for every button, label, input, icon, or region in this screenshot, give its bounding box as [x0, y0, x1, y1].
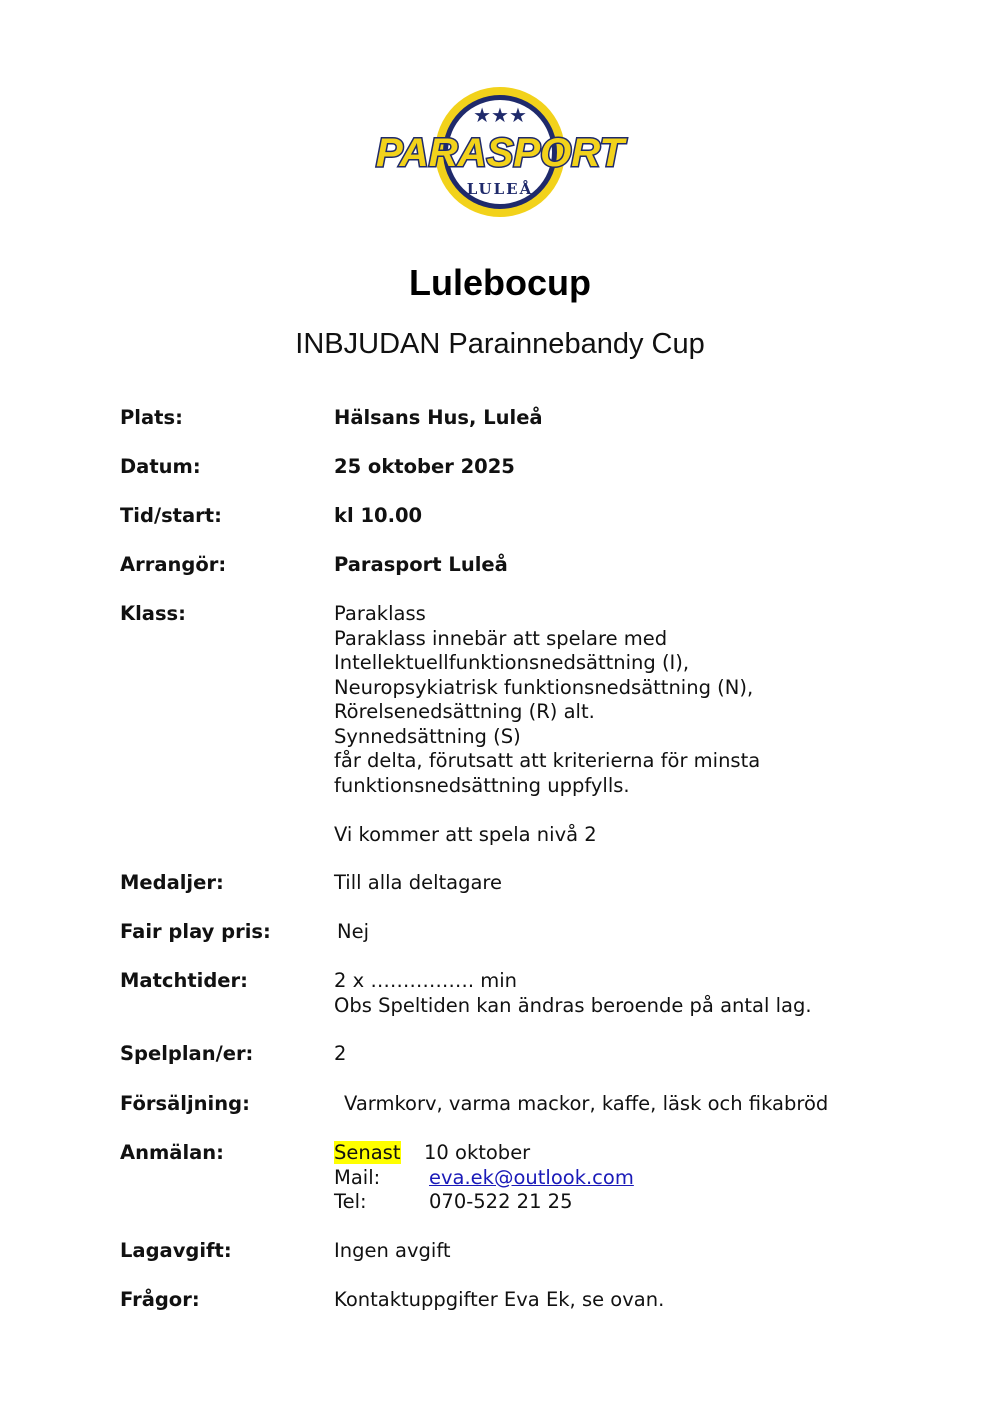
klass-label: Klass:: [120, 602, 186, 625]
lagavgift-value: Ingen avgift: [334, 1239, 451, 1262]
medaljer-label: Medaljer:: [120, 871, 224, 894]
mail-label: Mail:: [334, 1165, 381, 1189]
logo-wordmark: PARASPORT: [376, 131, 628, 175]
matchtider-label: Matchtider:: [120, 969, 248, 992]
senast-value: 10 oktober: [424, 1141, 531, 1164]
forsaljning-label: Försäljning:: [120, 1092, 250, 1115]
spelplan-value: 2: [334, 1042, 347, 1065]
datum-label: Datum:: [120, 455, 201, 478]
medaljer-value: Till alla deltagare: [334, 871, 502, 894]
spelplan-label: Spelplan/er:: [120, 1042, 254, 1065]
klass-line: Paraklass: [334, 602, 426, 625]
klass-line: funktionsnedsättning uppfylls.: [334, 773, 630, 797]
plats-value: Hälsans Hus, Luleå: [334, 406, 543, 429]
parasport-logo: [370, 84, 630, 220]
page-title: Lulebocup: [409, 262, 591, 303]
klass-note: Vi kommer att spela nivå 2: [334, 822, 597, 846]
klass-value: [334, 602, 760, 847]
matchtider-line1: 2 x ……………. min: [334, 969, 518, 992]
lagavgift-label: Lagavgift:: [120, 1239, 232, 1262]
klass-line: Paraklass innebär att spelare med: [334, 626, 668, 650]
forsaljning-value: Varmkorv, varma mackor, kaffe, läsk och fikabröd: [344, 1092, 829, 1115]
fragor-label: Frågor:: [120, 1288, 200, 1311]
arrangor-value: Parasport Luleå: [334, 553, 508, 576]
klass-line: Neuropsykiatrisk funktionsnedsättning (N),: [334, 675, 754, 699]
klass-line: Rörelsenedsättning (R) alt.: [334, 700, 595, 723]
klass-line: får delta, förutsatt att kriterierna för minsta: [334, 749, 761, 772]
page-subtitle: INBJUDAN Parainnebandy Cup: [295, 328, 705, 360]
matchtider-line2: Obs Speltiden kan ändras beroende på antal lag.: [334, 993, 812, 1017]
email-link[interactable]: eva.ek@outlook.com: [429, 1165, 634, 1189]
tid-value: kl 10.00: [334, 504, 423, 527]
anmalan-value: [334, 1141, 834, 1215]
tid-label: Tid/start:: [120, 504, 222, 527]
tel-value: 070-522 21 25: [429, 1190, 573, 1213]
anmalan-label: Anmälan:: [120, 1141, 224, 1164]
fairplay-value: Nej: [337, 920, 370, 943]
klass-line: Synnedsättning (S): [334, 724, 521, 748]
stars-icon: ★★★: [473, 103, 527, 127]
senast-label: Senast: [334, 1141, 401, 1164]
klass-line: Intellektuellfunktionsnedsättning (I),: [334, 651, 690, 674]
logo-subtext: LULEÅ: [466, 180, 534, 198]
tel-label: Tel:: [334, 1190, 367, 1213]
fairplay-label: Fair play pris:: [120, 920, 271, 943]
fragor-value: Kontaktuppgifter Eva Ek, se ovan.: [334, 1288, 665, 1311]
plats-label: Plats:: [120, 406, 183, 429]
datum-value: 25 oktober 2025: [334, 455, 515, 478]
arrangor-label: Arrangör:: [120, 553, 227, 576]
matchtider-value: [334, 969, 812, 1018]
